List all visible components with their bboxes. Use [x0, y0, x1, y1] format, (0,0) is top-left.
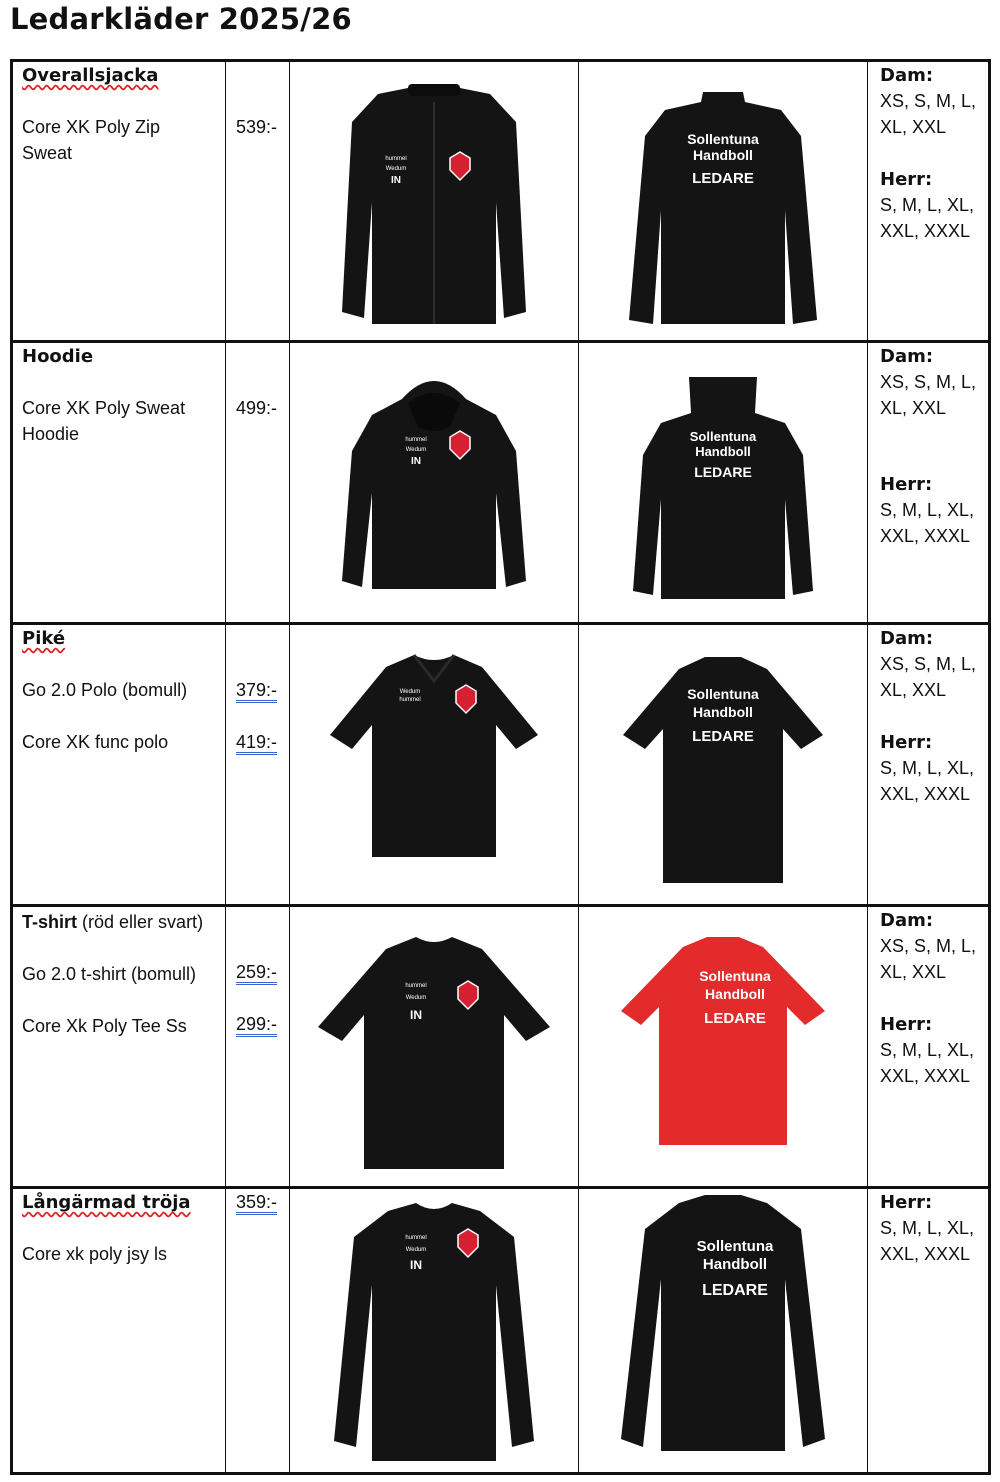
category-title: Piké	[22, 628, 66, 649]
product-name: Core XK Poly Sweat Hoodie	[22, 398, 186, 444]
svg-text:IN: IN	[410, 1008, 422, 1022]
herr-sizes: S, M, L, XL, XXL, XXXL	[880, 758, 975, 804]
product-price: 379:-	[236, 680, 277, 703]
svg-text:Wedum: Wedum	[399, 689, 421, 695]
tshirt-front-shape	[318, 937, 550, 1169]
back-image	[579, 1189, 867, 1472]
herr-label: Herr:	[880, 474, 933, 495]
page-title: Ledarkläder 2025/26	[10, 2, 352, 36]
svg-text:LEDARE: LEDARE	[702, 1282, 768, 1299]
product-price: 359:-	[236, 1192, 277, 1215]
category-note: (röd eller svart)	[82, 912, 204, 932]
svg-text:IN: IN	[410, 1258, 422, 1272]
back-image	[579, 343, 867, 622]
svg-text:Wedum: Wedum	[405, 995, 427, 1001]
front-image	[290, 907, 578, 1186]
svg-text:LEDARE: LEDARE	[692, 728, 754, 745]
svg-text:Sollentuna: Sollentuna	[687, 131, 759, 147]
dam-label: Dam:	[880, 65, 934, 86]
svg-text:Wedum: Wedum	[405, 1247, 427, 1253]
product-name: Go 2.0 t-shirt (bomull)	[22, 964, 197, 984]
svg-text:hummel: hummel	[405, 437, 427, 443]
category-title: T-shirt	[22, 912, 78, 932]
herr-label: Herr:	[880, 1192, 933, 1213]
product-name: Go 2.0 Polo (bomull)	[22, 680, 188, 700]
product-name: Core Xk Poly Tee Ss	[22, 1016, 187, 1036]
herr-sizes: S, M, L, XL, XXL, XXXL	[880, 1040, 975, 1086]
herr-sizes: S, M, L, XL, XXL, XXXL	[880, 1218, 975, 1264]
product-price: 499:-	[236, 398, 278, 418]
dam-sizes: XS, S, M, L, XL, XXL	[880, 91, 977, 137]
back-image	[579, 907, 867, 1186]
front-image	[290, 62, 578, 340]
svg-text:IN: IN	[391, 175, 401, 186]
table-row	[10, 343, 991, 622]
svg-text:hummel: hummel	[405, 983, 427, 989]
svg-text:Sollentuna: Sollentuna	[696, 1238, 774, 1255]
svg-text:LEDARE: LEDARE	[692, 170, 754, 187]
jacket-back-shape	[629, 92, 817, 324]
product-price: 259:-	[236, 962, 277, 985]
product-price: 539:-	[236, 117, 278, 137]
back-image	[579, 62, 867, 340]
longsleeve-back-shape	[621, 1195, 825, 1451]
svg-text:IN: IN	[411, 456, 421, 467]
svg-text:Sollentuna: Sollentuna	[689, 429, 757, 444]
product-name: Core xk poly jsy ls	[22, 1244, 168, 1264]
svg-text:LEDARE: LEDARE	[694, 464, 752, 480]
back-image	[579, 625, 867, 904]
svg-text:Handboll: Handboll	[705, 986, 765, 1002]
front-image	[290, 1189, 578, 1472]
table-row	[10, 907, 991, 1186]
product-name: Core XK func polo	[22, 732, 169, 752]
svg-text:hummel: hummel	[405, 1235, 427, 1241]
svg-text:Handboll: Handboll	[693, 704, 753, 720]
dam-sizes: XS, S, M, L, XL, XXL	[880, 936, 977, 982]
dam-label: Dam:	[880, 910, 934, 931]
svg-text:Handboll: Handboll	[695, 444, 751, 459]
table-row	[10, 1189, 991, 1472]
product-price: 419:-	[236, 732, 277, 755]
svg-text:Handboll: Handboll	[693, 147, 753, 163]
category-title: Overallsjacka	[22, 65, 159, 86]
svg-text:Sollentuna: Sollentuna	[687, 686, 759, 702]
category-title: Hoodie	[22, 346, 94, 367]
herr-sizes: S, M, L, XL, XXL, XXXL	[880, 500, 975, 546]
herr-label: Herr:	[880, 1014, 933, 1035]
svg-text:LEDARE: LEDARE	[704, 1010, 766, 1027]
svg-text:Wedum: Wedum	[405, 447, 427, 453]
table-row	[10, 62, 991, 340]
table-row	[10, 625, 991, 904]
longsleeve-front-shape	[334, 1203, 534, 1461]
front-image	[290, 625, 578, 904]
hoodie-back-shape	[633, 377, 813, 599]
herr-sizes: S, M, L, XL, XXL, XXXL	[880, 195, 975, 241]
dam-label: Dam:	[880, 628, 934, 649]
product-price: 299:-	[236, 1014, 277, 1037]
polo-front-shape	[330, 655, 538, 857]
svg-text:hummel: hummel	[385, 156, 407, 162]
product-name: Core XK Poly Zip Sweat	[22, 117, 161, 163]
herr-label: Herr:	[880, 169, 933, 190]
svg-text:hummel: hummel	[399, 697, 421, 703]
dam-sizes: XS, S, M, L, XL, XXL	[880, 372, 977, 418]
dam-label: Dam:	[880, 346, 934, 367]
svg-text:Handboll: Handboll	[702, 1256, 768, 1273]
front-image	[290, 343, 578, 622]
herr-label: Herr:	[880, 732, 933, 753]
category-title: Långärmad tröja	[22, 1192, 191, 1213]
svg-text:Sollentuna: Sollentuna	[699, 968, 771, 984]
dam-sizes: XS, S, M, L, XL, XXL	[880, 654, 977, 700]
svg-text:Wedum: Wedum	[385, 166, 407, 172]
